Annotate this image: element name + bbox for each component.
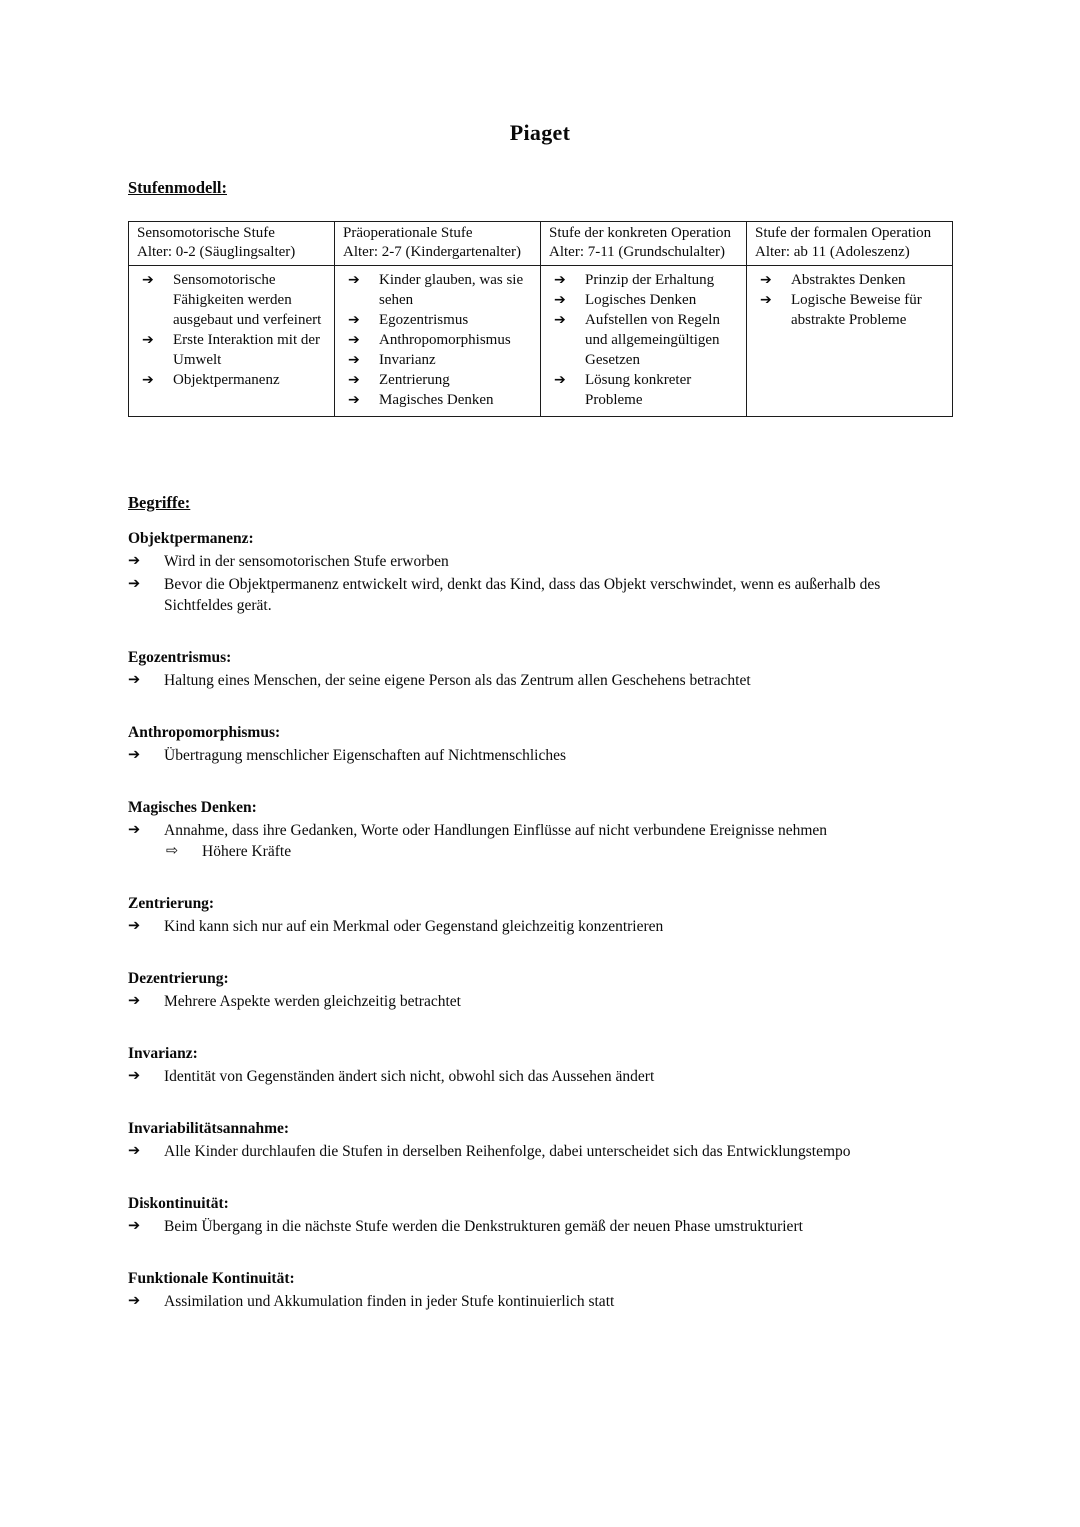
arrow-bullet-icon: ➔ xyxy=(128,1218,141,1234)
stage-item-text: Egozentrismus xyxy=(379,312,469,328)
stage-title: Sensomotorische Stufe xyxy=(137,225,275,241)
term-sub-point-text: Höhere Kräfte xyxy=(202,843,292,860)
stage-title: Stufe der konkreten Operation xyxy=(549,225,732,241)
term-point xyxy=(128,916,928,937)
term-point xyxy=(128,1066,928,1087)
term-sub-point xyxy=(164,841,928,862)
term-block xyxy=(128,722,928,766)
stages-table-header-row xyxy=(129,222,953,266)
stage-item xyxy=(335,330,536,350)
stage-age: Alter: ab 11 (Adoleszenz) xyxy=(755,244,910,260)
begriffe-heading: Begriffe: xyxy=(128,493,191,512)
stage-item-text: Erste Interaktion mit der Umwelt xyxy=(173,332,321,368)
stage-item xyxy=(541,310,742,370)
term-point-text: Mehrere Aspekte werden gleichzeitig betrachtet xyxy=(164,993,461,1010)
term-name: Dezentrierung: xyxy=(128,970,229,987)
arrow-bullet-icon: ➔ xyxy=(760,292,772,308)
term-name: Zentrierung: xyxy=(128,895,215,912)
arrow-bullet-icon: ➔ xyxy=(128,993,141,1009)
arrow-bullet-icon: ➔ xyxy=(348,372,360,388)
stage-item xyxy=(335,370,536,390)
term-block xyxy=(128,968,928,1012)
term-point-text: Wird in der sensomotorischen Stufe erworben xyxy=(164,553,449,570)
stage-item xyxy=(129,270,330,330)
arrow-bullet-icon: ➔ xyxy=(128,747,141,763)
stages-table xyxy=(128,221,953,417)
stage-item-text: Abstraktes Denken xyxy=(791,272,906,288)
term-point xyxy=(128,745,928,766)
stage-column-header xyxy=(129,222,335,266)
term-name: Objektpermanenz: xyxy=(128,530,254,547)
stage-item-text: Aufstellen von Regeln und allgemeingültigen Gesetzen xyxy=(585,312,720,368)
term-point-text: Haltung eines Menschen, der seine eigene Person als das Zentrum allen Geschehens betrachtet xyxy=(164,672,751,689)
term-point-text: Identität von Gegenständen ändert sich nicht, obwohl sich das Aussehen ändert xyxy=(164,1068,655,1085)
term-point-text: Kind kann sich nur auf ein Merkmal oder Gegenstand gleichzeitig konzentrieren xyxy=(164,918,664,935)
arrow-bullet-icon: ➔ xyxy=(348,312,360,328)
term-block xyxy=(128,528,928,616)
term-block xyxy=(128,797,928,862)
arrow-bullet-icon: ➔ xyxy=(760,272,772,288)
arrow-bullet-icon: ➔ xyxy=(128,1293,141,1309)
stage-age: Alter: 7-11 (Grundschulalter) xyxy=(549,244,726,260)
stage-item-text: Objektpermanenz xyxy=(173,372,280,388)
stages-table-body-row xyxy=(129,266,953,417)
stage-item xyxy=(541,370,742,410)
stage-age: Alter: 2-7 (Kindergartenalter) xyxy=(343,244,521,260)
arrow-bullet-icon: ➔ xyxy=(348,332,360,348)
arrow-bullet-icon: ➔ xyxy=(554,312,566,328)
stage-item-text: Invarianz xyxy=(379,352,436,368)
stage-cell xyxy=(747,266,953,417)
stage-item xyxy=(335,390,536,410)
term-point xyxy=(128,991,928,1012)
stage-item xyxy=(335,310,536,330)
stage-item-text: Lösung konkreter Probleme xyxy=(585,372,692,408)
stage-item-text: Kinder glauben, was sie sehen xyxy=(379,272,524,308)
term-point-text: Assimilation und Akkumulation finden in jeder Stufe kontinuierlich statt xyxy=(164,1293,615,1310)
stage-item-text: Magisches Denken xyxy=(379,392,494,408)
term-block xyxy=(128,1118,928,1162)
term-block xyxy=(128,647,928,691)
stage-item xyxy=(129,370,330,390)
term-point-text: Annahme, dass ihre Gedanken, Worte oder Handlungen Einflüsse auf nicht verbundene Ereignisse nehmen xyxy=(164,822,828,839)
stage-item xyxy=(541,290,742,310)
stage-cell xyxy=(335,266,541,417)
term-point xyxy=(128,551,928,572)
term-name: Invarianz: xyxy=(128,1045,198,1062)
arrow-bullet-icon: ➔ xyxy=(128,1143,141,1159)
arrow-bullet-icon: ➔ xyxy=(128,822,141,838)
stage-item xyxy=(335,270,536,310)
term-name: Magisches Denken: xyxy=(128,799,257,816)
stage-cell xyxy=(541,266,747,417)
arrow-bullet-icon: ➔ xyxy=(348,352,360,368)
term-point xyxy=(128,574,928,616)
term-name: Invariabilitätsannahme: xyxy=(128,1120,290,1137)
arrow-bullet-icon: ➔ xyxy=(128,1068,141,1084)
stage-item xyxy=(129,330,330,370)
arrow-bullet-icon: ➔ xyxy=(128,918,141,934)
arrow-bullet-icon: ➔ xyxy=(554,272,566,288)
term-name: Funktionale Kontinuität: xyxy=(128,1270,295,1287)
term-point xyxy=(128,820,928,841)
stage-column-header xyxy=(335,222,541,266)
arrow-bullet-icon: ➔ xyxy=(554,292,566,308)
stage-item xyxy=(541,270,742,290)
term-point-text: Alle Kinder durchlaufen die Stufen in derselben Reihenfolge, dabei unterscheidet sich das Entwicklungstempo xyxy=(164,1143,851,1160)
term-block xyxy=(128,1268,928,1312)
arrow-bullet-icon: ➔ xyxy=(554,372,566,388)
term-point-text: Beim Übergang in die nächste Stufe werden die Denkstrukturen gemäß der neuen Phase umstrukturiert xyxy=(164,1218,803,1235)
term-point xyxy=(128,1291,928,1312)
term-point xyxy=(128,1141,928,1162)
stufenmodell-heading: Stufenmodell: xyxy=(128,178,227,197)
term-point xyxy=(128,670,928,691)
term-point-text: Bevor die Objektpermanenz entwickelt wird, denkt das Kind, dass das Objekt verschwindet, wenn es außerhalb des Sichtfeldes gerät. xyxy=(164,576,881,614)
stage-item-text: Anthropomorphismus xyxy=(379,332,511,348)
term-block xyxy=(128,893,928,937)
stage-title: Präoperationale Stufe xyxy=(343,225,473,241)
stage-item-text: Logische Beweise für abstrakte Probleme xyxy=(791,292,922,328)
arrow-bullet-icon: ➔ xyxy=(142,372,154,388)
stage-item-text: Sensomotorische Fähigkeiten werden ausgebaut und verfeinert xyxy=(173,272,322,328)
term-block xyxy=(128,1043,928,1087)
terms-section xyxy=(128,528,928,1312)
stage-column-header xyxy=(541,222,747,266)
stage-item-text: Logisches Denken xyxy=(585,292,697,308)
stage-column-header xyxy=(747,222,953,266)
sub-arrow-icon: ⇨ xyxy=(166,843,179,859)
term-block xyxy=(128,1193,928,1237)
arrow-bullet-icon: ➔ xyxy=(128,672,141,688)
term-name: Anthropomorphismus: xyxy=(128,724,281,741)
stage-item-text: Prinzip der Erhaltung xyxy=(585,272,715,288)
stage-item-text: Zentrierung xyxy=(379,372,450,388)
term-name: Diskontinuität: xyxy=(128,1195,229,1212)
arrow-bullet-icon: ➔ xyxy=(348,272,360,288)
arrow-bullet-icon: ➔ xyxy=(348,392,360,408)
page-title: Piaget xyxy=(509,120,571,145)
stage-cell xyxy=(129,266,335,417)
term-name: Egozentrismus: xyxy=(128,649,232,666)
stage-item xyxy=(747,290,948,330)
term-point-text: Übertragung menschlicher Eigenschaften auf Nichtmenschliches xyxy=(164,747,566,764)
term-point xyxy=(128,1216,928,1237)
stage-title: Stufe der formalen Operation xyxy=(755,225,932,241)
arrow-bullet-icon: ➔ xyxy=(142,272,154,288)
stage-age: Alter: 0-2 (Säuglingsalter) xyxy=(137,244,296,260)
stage-item xyxy=(335,350,536,370)
arrow-bullet-icon: ➔ xyxy=(128,576,141,592)
arrow-bullet-icon: ➔ xyxy=(128,553,141,569)
arrow-bullet-icon: ➔ xyxy=(142,332,154,348)
stage-item xyxy=(747,270,948,290)
